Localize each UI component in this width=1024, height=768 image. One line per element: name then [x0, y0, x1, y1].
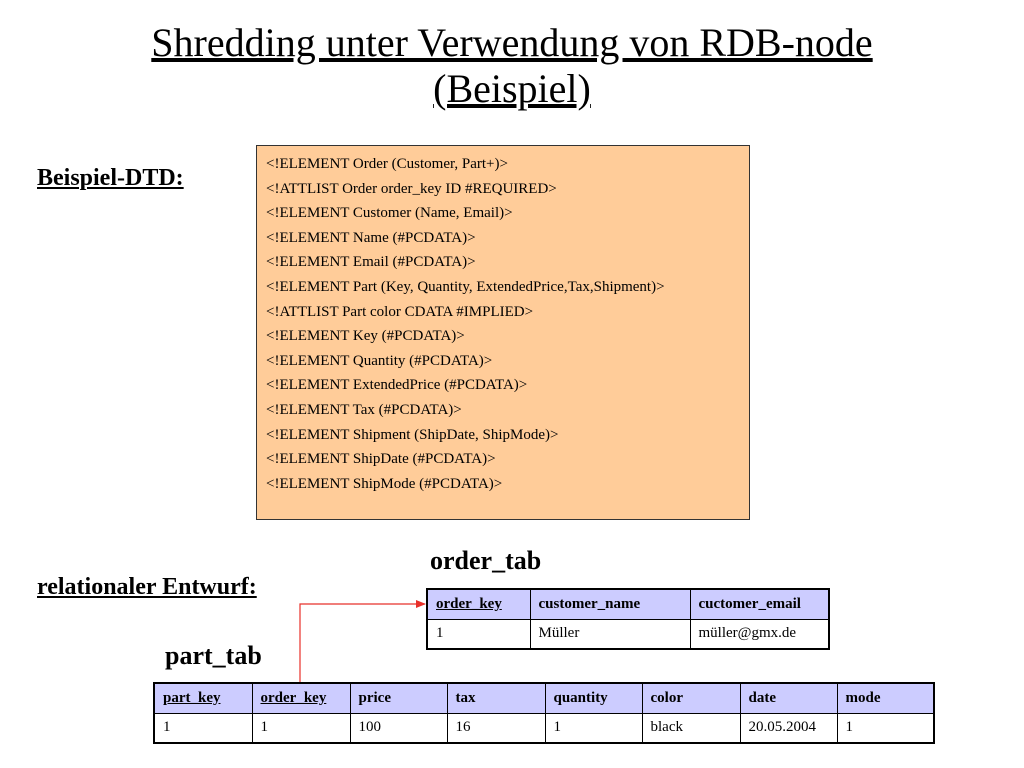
header-cell-customer-name: customer_name: [530, 589, 690, 619]
title-line-2: (Beispiel): [433, 66, 591, 111]
table-cell: 1: [427, 619, 530, 649]
slide-title: [0, 20, 1024, 112]
table-cell: 100: [350, 713, 447, 743]
dtd-label: Beispiel-DTD:: [37, 165, 184, 191]
dtd-line: <!ELEMENT ShipDate (#PCDATA)>: [266, 451, 496, 468]
order-tab-table: [426, 588, 830, 650]
table-row: [154, 713, 934, 743]
dtd-line: <!ATTLIST Order order_key ID #REQUIRED>: [266, 180, 557, 197]
dtd-line: <!ATTLIST Part color CDATA #IMPLIED>: [266, 303, 534, 320]
dtd-line: <!ELEMENT Key (#PCDATA)>: [266, 328, 465, 345]
title-line-1: Shredding unter Verwendung von RDB-node: [151, 20, 873, 65]
header-cell-customer-email: cuctomer_email: [690, 589, 829, 619]
dtd-line: <!ELEMENT Name (#PCDATA)>: [266, 229, 476, 246]
table-cell: Müller: [530, 619, 690, 649]
table-cell: 1: [252, 713, 350, 743]
header-cell-part-key: part_key: [154, 683, 252, 713]
dtd-line: <!ELEMENT Customer (Name, Email)>: [266, 205, 513, 222]
table-row: [427, 619, 829, 649]
dtd-line: <!ELEMENT Tax (#PCDATA)>: [266, 401, 462, 418]
header-cell-date: date: [740, 683, 837, 713]
header-cell-tax: tax: [447, 683, 545, 713]
table-cell: 1: [837, 713, 934, 743]
dtd-line: <!ELEMENT Part (Key, Quantity, ExtendedPrice,Tax,Shipment)>: [266, 278, 665, 295]
table-header-row: [427, 589, 829, 619]
table-cell: black: [642, 713, 740, 743]
order-tab-title: order_tab: [430, 546, 542, 575]
table-cell: 16: [447, 713, 545, 743]
header-cell-quantity: quantity: [545, 683, 642, 713]
header-cell-order-key: order_key: [427, 589, 530, 619]
header-cell-price: price: [350, 683, 447, 713]
dtd-box: [256, 145, 750, 520]
dtd-line: <!ELEMENT Order (Customer, Part+)>: [266, 156, 508, 172]
dtd-line: <!ELEMENT Email (#PCDATA)>: [266, 254, 476, 271]
dtd-line: <!ELEMENT ExtendedPrice (#PCDATA)>: [266, 377, 528, 394]
dtd-line: <!ELEMENT ShipMode (#PCDATA)>: [266, 475, 503, 492]
connector-line: [300, 604, 425, 682]
header-cell-order-key: order_key: [252, 683, 350, 713]
dtd-line: <!ELEMENT Quantity (#PCDATA)>: [266, 352, 493, 369]
table-cell: 1: [545, 713, 642, 743]
part-tab-title: part_tab: [165, 641, 262, 670]
table-header-row: [154, 683, 934, 713]
table-cell: 1: [154, 713, 252, 743]
relational-label: relationaler Entwurf:: [37, 574, 257, 600]
dtd-line: <!ELEMENT Shipment (ShipDate, ShipMode)>: [266, 426, 559, 443]
header-cell-color: color: [642, 683, 740, 713]
table-cell: müller@gmx.de: [690, 619, 829, 649]
header-cell-mode: mode: [837, 683, 934, 713]
table-cell: 20.05.2004: [740, 713, 837, 743]
part-tab-table: [153, 682, 935, 744]
